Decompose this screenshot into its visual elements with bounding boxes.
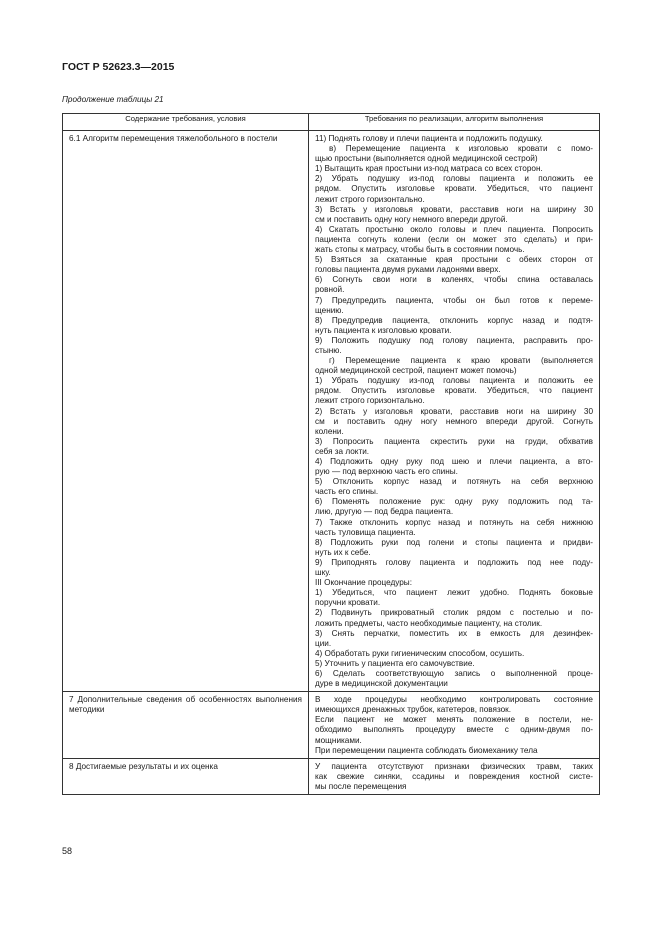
algorithm-line: как свежие синяки, ссадины и повреждения костной систе-	[315, 771, 593, 781]
algorithm-line: 1) Убрать подушку из-под головы пациента и положить ее	[315, 376, 593, 386]
algorithm-line: 6) Согнуть свои ноги в коленях, чтобы спина оставалась	[315, 275, 593, 285]
algorithm-line: В ходе процедуры необходимо контролировать состояние	[315, 695, 593, 705]
algorithm-line: лию, другую — под бедра пациента.	[315, 507, 454, 517]
algorithm-line: 2) Встать у изголовья кровати, расставив ноги на ширину 30	[315, 406, 593, 416]
table-row	[63, 131, 600, 692]
algorithm-line: часть туловища пациента.	[315, 527, 416, 537]
algorithm-line: рядом. Опустить изголовье кровати. Убедиться, что пациент	[315, 184, 593, 194]
algorithm-line: 5) Уточнить у пациента его самочувствие.	[315, 658, 475, 668]
algorithm-line: 7) Также отклонить корпус назад и потянуть на себя нижнюю	[315, 517, 593, 527]
algorithm-line: мы после перемещения	[315, 781, 407, 791]
row-algorithm-cell	[309, 758, 600, 794]
requirements-table	[62, 113, 600, 795]
algorithm-line: При перемещении пациента соблюдать биомеханику тела	[315, 745, 538, 755]
row-condition-cell: 8 Достигаемые результаты и их оценка	[63, 758, 309, 794]
algorithm-line: 3) Попросить пациента скрестить руки на груди, обхватив	[315, 436, 593, 446]
algorithm-line: 2) Подвинуть прикроватный столик рядом с постелью и по-	[315, 608, 593, 618]
algorithm-line: ции.	[315, 638, 332, 648]
algorithm-line: 8) Подложить руки под голени и стопы пациента и придви-	[315, 537, 593, 547]
algorithm-line: 4) Подложить одну руку под шею и плечи пациента, а вто-	[315, 457, 593, 466]
document-code: ГОСТ Р 52623.3—2015	[62, 61, 175, 73]
algorithm-line: в) Перемещение пациента к изголовью кровати с помо-	[329, 144, 593, 154]
algorithm-line: стыню.	[315, 345, 342, 355]
algorithm-line: ровной.	[315, 285, 345, 295]
algorithm-line: щению.	[315, 305, 344, 315]
algorithm-line: себя за локти.	[315, 446, 370, 456]
table-header-row	[63, 114, 600, 131]
algorithm-line: головы пациента двумя руками ладонями вверх.	[315, 265, 501, 275]
algorithm-line: нуть пациента к изголовью кровати.	[315, 325, 452, 335]
algorithm-line: 2) Убрать подушку из-под головы пациента и положить ее	[315, 174, 593, 184]
algorithm-line: 6) Сделать соответствующую запись о выполненной проце-	[315, 668, 593, 678]
algorithm-line: 1) Вытащить края простыни из-под матраса со всех сторон.	[315, 164, 543, 174]
table-continuation-label: Продолжение таблицы 21	[62, 95, 164, 104]
column-header-condition: Содержание требования, условия	[63, 114, 309, 131]
algorithm-line: лежит строго горизонтально.	[315, 396, 425, 406]
algorithm-line: рядом. Опустить изголовье кровати. Убедиться, что пациент	[315, 386, 593, 396]
row-algorithm-cell	[309, 692, 600, 759]
algorithm-line: одной медицинской сестрой, пациент может помочь)	[315, 366, 517, 376]
algorithm-line: 3) Снять перчатки, поместить их в емкость для дезинфек-	[315, 628, 593, 638]
algorithm-line: 9) Приподнять голову пациента и подложить под нее поду-	[315, 557, 593, 567]
algorithm-line: Если пациент не может менять положение в постели, не-	[315, 715, 593, 725]
algorithm-line: 9) Положить подушку под голову пациента, расправить про-	[315, 335, 593, 345]
algorithm-line: 3) Встать у изголовья кровати, расставив ноги на ширину 30	[315, 204, 593, 214]
algorithm-line: 4) Обработать руки гигиеническим способом, осушить.	[315, 648, 525, 658]
algorithm-line: 5) Взяться за скатанные края простыни с обеих сторон от	[315, 255, 593, 265]
algorithm-line: дуре в медицинской документации	[315, 679, 448, 689]
row-condition-cell: 7 Дополнительные сведения об особенностях выполнения методики	[63, 692, 309, 759]
algorithm-line: колени.	[315, 426, 344, 436]
algorithm-line: лежит строго горизонтально.	[315, 194, 425, 204]
row-algorithm-cell	[309, 131, 600, 692]
algorithm-line: 1) Убедиться, что пациент лежит удобно. Поднять боковые	[315, 588, 593, 598]
algorithm-line: см и поставить одну ногу немного впереди другой.	[315, 214, 508, 224]
page-number: 58	[62, 846, 73, 856]
algorithm-line: поручни кровати.	[315, 598, 381, 608]
algorithm-line: имеющихся дренажных трубок, катетеров, повязок.	[315, 705, 512, 715]
algorithm-line: часть его спины.	[315, 487, 379, 497]
algorithm-line: 5) Отклонить корпус назад и потянуть на себя верхнюю	[315, 477, 593, 487]
algorithm-line: III Окончание процедуры:	[315, 578, 412, 588]
algorithm-line: шку.	[315, 568, 331, 578]
algorithm-line: 6) Поменять положение рук: одну руку подложить под та-	[315, 497, 593, 507]
algorithm-line: пациента согнуть колени (если он может это сделать) и при-	[315, 234, 593, 244]
algorithm-line: 7) Предупредить пациента, чтобы он был готов к переме-	[315, 295, 593, 305]
table-row	[63, 692, 600, 759]
table-row	[63, 758, 600, 794]
algorithm-line: см и поставить одну ногу немного впереди другой. Согнуть	[315, 416, 593, 426]
algorithm-line: г) Перемещение пациента к краю кровати (выполняется	[329, 356, 593, 366]
algorithm-line: нуть их к себе.	[315, 547, 371, 557]
row-condition-cell: 6.1 Алгоритм перемещения тяжелобольного в постели	[63, 131, 309, 692]
algorithm-line: щью простыни (выполняется одной медицинской сестрой)	[315, 154, 538, 164]
column-header-algorithm: Требования по реализации, алгоритм выполнения	[309, 114, 600, 131]
algorithm-line: жать стопы к матрасу, чтобы быть в состоянии помочь.	[315, 245, 525, 255]
algorithm-line: У пациента отсутствуют признаки физических травм, таких	[315, 761, 593, 771]
algorithm-line: рую — под верхнюю часть его спины.	[315, 467, 458, 477]
algorithm-line: 11) Поднять голову и плечи пациента и подложить подушку.	[315, 134, 543, 143]
algorithm-line: мощниками.	[315, 735, 362, 745]
algorithm-line: 8) Предупредив пациента, отклонить корпус назад и подтя-	[315, 315, 593, 325]
algorithm-line: ложить предметы, часто необходимые пациенту, на столик.	[315, 618, 543, 628]
algorithm-line: обходимо выполнять процедуру вместе с одним-двумя по-	[315, 725, 593, 735]
algorithm-line: 4) Скатать простыню около головы и плеч пациента. Попросить	[315, 224, 593, 234]
